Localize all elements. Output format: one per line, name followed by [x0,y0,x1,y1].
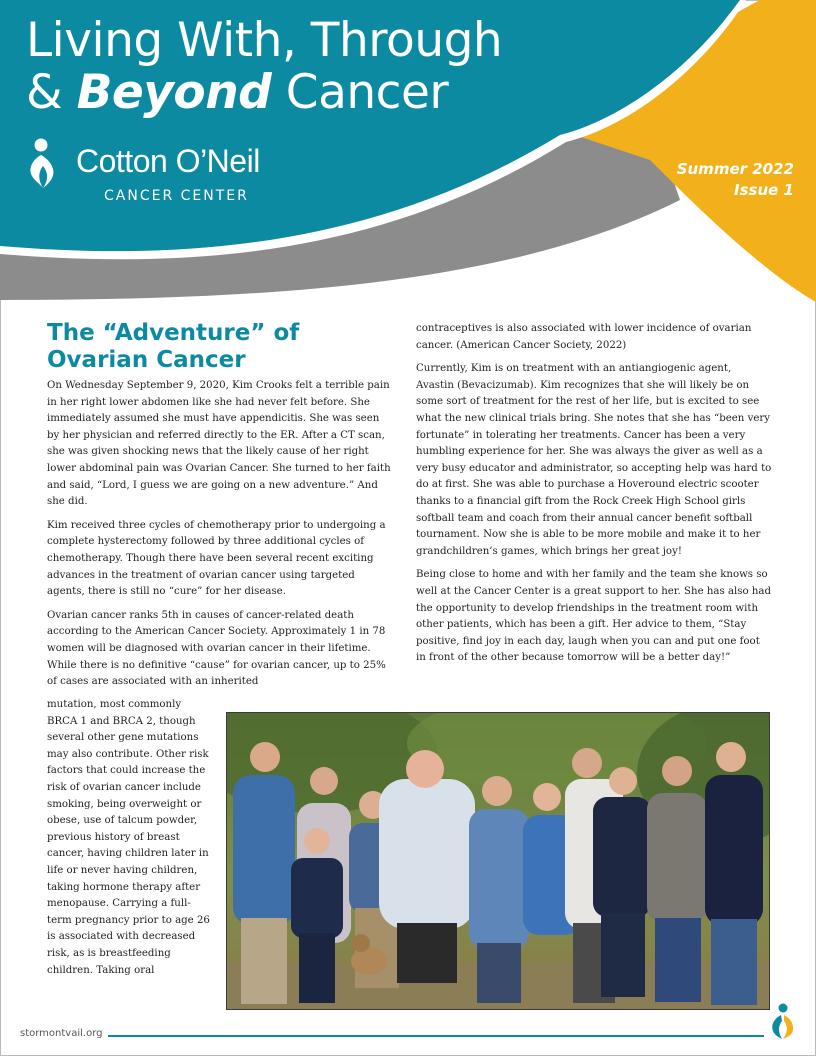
newsletter-title-line-1: Living With, Through [26,13,503,68]
article-title-line-2: Ovarian Cancer [47,347,246,373]
issue-season: Summer 2022 [676,160,794,178]
article-paragraph: On Wednesday September 9, 2020, Kim Crooks felt a terrible pain in her right lower abdomen like she had never felt before. She immediately assumed she must have appendicitis. She was seen by her physician and referred directly to the ER. After a CT scan, she was given shocking news that the likely cause of her right lower abdominal pain was Ovarian Cancer. She turned to her faith and said, “Lord, I guess we are going on a new adventure.” And she did. [47,380,391,508]
newsletter-title-line-2 [26,65,449,120]
footer-url[interactable]: stormontvail.org [20,1028,103,1039]
title-prefix: & [26,65,77,120]
article-column-left [47,378,391,698]
article-title-line-1: The “Adventure” of [47,320,300,346]
article-paragraph: contraceptives is also associated with lower incidence of ovarian cancer. (American Cancer Society, 2022) [416,323,752,351]
article-paragraph: Ovarian cancer ranks 5th in causes of cancer-related death according to the American Cancer Society. Approximately 1 in 78 women will be diagnosed with ovarian cancer in their lifetime. While there is no definitive “cause” for ovarian cancer, up to 25% of cases are associated with an inherited [47,609,386,688]
brand-subtitle: CANCER CENTER [104,188,249,204]
article-column-right [416,321,772,674]
article-column-wrap [47,697,213,986]
article-paragraph: mutation, most commonly BRCA 1 and BRCA 2, though several other gene mutations may also contribute. Other risk factors that could increase the risk of ovarian cancer include smoking, being overweight or obese, use of talcum powder, previous history of breast cancer, having children later in life or never having children, taking hormone therapy after menopause. Carrying a full-term pregnancy prior to age 26 is associated with decreased risk, as is breastfeeding children. Taking oral [47,699,210,976]
brand-name: Cotton O’Neil [76,143,260,179]
issue-number: Issue 1 [734,181,794,199]
article-paragraph: Kim received three cycles of chemotherapy prior to undergoing a complete hysterectomy followed by three additional cycles of chemotherapy. Though there have been several recent exciting advances in the treatment of ovarian cancer using targeted agents, there is still no “cure” for her disease. [47,519,386,598]
family-figures [233,742,763,1005]
article-paragraph: Being close to home and with her family and the team she knows so well at the Cancer Center is a great support to her. She has also had the opportunity to develop friendships in the treatment room with other patients, which has been a gift. Her advice to them, “Stay positive, find joy in each day, laugh when you can and put one foot in front of the other because tomorrow will be a better day!” [416,569,772,664]
title-emphasis: Beyond [76,65,272,120]
family-photo-illustration [227,713,769,1009]
footer-divider [108,1035,764,1037]
article-title [47,320,387,374]
footer-logo-icon [768,1003,798,1039]
article-paragraph: Currently, Kim is on treatment with an antiangiogenic agent, Avastin (Bevacizumab). Kim recognizes that she will likely be on some sort of treatment for the rest of her life, but is excited to see what the new clinical trials bring. She notes that she has “been very fortunate” in tolerating her treatments. Cancer has been a very humbling experience for her. She was always the giver as well as a very busy educator and administrator, so accepting help was hard to do at first. She was able to purchase a Hoveround electric scooter thanks to a financial gift from the Rock Creek High School girls softball team and coach from their annual cancer benefit softball tournament. Now she is able to be more mobile and make it to her grandchildren’s games, which brings her great joy! [416,363,772,557]
family-photo [226,712,770,1010]
title-suffix: Cancer [271,65,449,120]
